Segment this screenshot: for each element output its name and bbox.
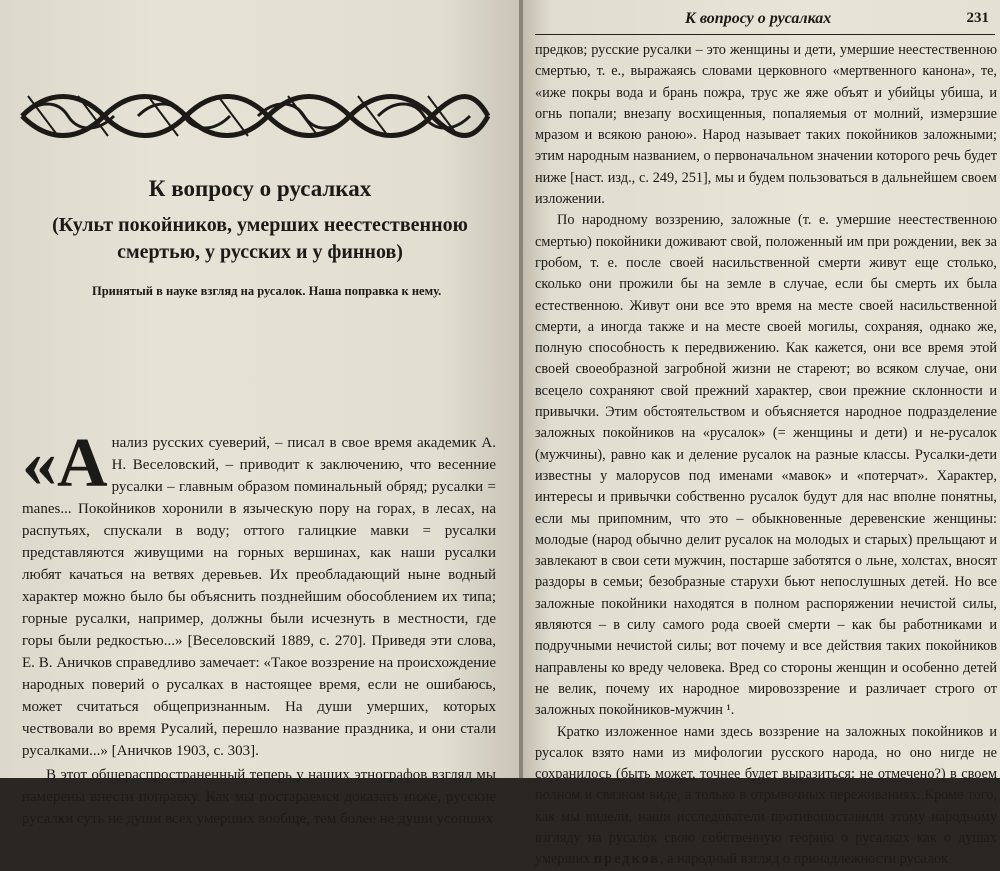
right-page [523, 0, 1000, 868]
paragraph-1: нализ русских суеверий, – писал в свое время академик А. Н. Веселовский, – приводит к заключению, что весенние русалки – главным образом поминальный обряд; русалки = manes... Покойников хоронили в языческую пору на горах, в лесах, на распутьях, спускали в воду; оттого галицкие мавки = русалки представляются живущими на горных вершинах, как наши русалки любят качаться на ветвях деревьев. Их преобладающий ныне водный характер можно было бы объяснить позднейшим обособлением их типа; горные русалки, например, должны были исчезнуть в местности, где горы были редкостью...» [Веселовский 1889, с. 270]. Приведя эти слова, Е. В. Аничков справедливо замечает: «Такое воззрение на происхождение народных поверий о русалках в настоящее время, если не ошибаюсь, может считаться общепризнанным. На души умерших, которых чествовали во время Русалий, перешло название праздника, и они стали русалками...» [Аничков 1903, с. 303]. [22, 435, 496, 759]
left-body-text [22, 425, 496, 830]
right-paragraph-1: предков; русские русалки – это женщины и дети, умершие неестественною смертью, т. е., выражаясь словами церковного «мертвенного канона», те, «иже покры вода и брань пожра, трус же яже объят и убийцы убиша, и огнь попали; внезапу восхищенныя, попаляемыя от молний, измерзшие мразом и всякою раною». Народ называет таких покойников заложными; этим народным названием, о первоначальном значении которого речь будет ниже [наст. изд., с. 249, 251], мы и будем пользоваться в дальнейшем своем изложении. [535, 42, 997, 208]
chapter-title: К вопросу о русалках [148, 176, 372, 201]
left-page [0, 0, 519, 827]
chapter-subtitle: (Культ покойников, умерших неестественною смертью, у русских и у финнов) [52, 214, 468, 263]
epigraph: Принятый в науке взгляд на русалок. Наша поправка к нему. [92, 284, 442, 298]
right-paragraph-2: По народному воззрению, заложные (т. е. умершие неестественною смертью) покойники доживают свой, положенный им при рождении, век за гробом, т. е. после своей насильственной смерти живут еще столько, сколько они прожили бы на земле в случае, если бы смерть их была естественною. Живут они все это время на месте своей насильственной смерти, а иногда также и на месте своей могилы, сохраняя, однако же, полную способность к передвижению. Как кажется, они все время этой своей своеобразной загробной жизни не стареют; во всяком случае, они всецело сохраняют свой прежний характер, свои прежние склонности и привычки. Этим обстоятельством и объясняется народное подразделение заложных покойников на «русалок» (= женщины и дети) и не-русалок (мужчины), равно как и деление русалок на разные классы. Русалки-дети известны у малорусов под именами «мавок» и «потерчат». Характер, интересы и привычки собственно русалок будут для нас вполне понятны, если мы припомним, что это – обыкновенные деревенские женщины: молодые (народ обычно делит русалок на молодых и старых) прельщают и завлекают в свои сети мужчин, постарше заботятся о льне, холстах, вносят раздоры в семьи; безобразные старухи бьют непослушных детей. Но все заложные покойники находятся в полном распоряжении нечистой силы, являются – в силу самого рода своей смерти – как бы работниками и подручными нечистой силы; вот почему и все действия таких покойников направлены ко вреду человека. Вред со стороны женщин и особенно детей не велик, почему их народное мировоззрение и различает строго от заложных покойников-мужчин ¹. [535, 212, 997, 719]
spaced-word: предков [593, 851, 661, 868]
right-body-text [535, 40, 997, 871]
celtic-knot-ornament [18, 86, 492, 146]
running-head-title: К вопросу о русалках [685, 10, 832, 27]
running-header [535, 4, 995, 35]
paragraph-2: В этот общераспространенный теперь у наших этнографов взгляд мы намерены внести поправку. Как мы постараемся доказать ниже, русские русалки суть не души всех умерших вообще, тем более не души усопших [22, 767, 496, 827]
right-paragraph-3-b: , а народный взгляд о принадлежности русалок [660, 851, 948, 868]
page-number: 231 [966, 10, 989, 26]
right-paragraph-3 [535, 722, 997, 871]
dropcap: «А [22, 425, 108, 502]
right-paragraph-3-a: Кратко изложенное нами здесь воззрение на заложных покойников и русалок взято нами из мифологии русского народа, но оно нигде не сохранилось (быть может, точнее будет выразиться: не отмечено?) в своем полном и связном виде, а только в отрывочных переживаниях. Кроме того, как мы видели, наши исследователи противопоставили этому народному взгляду на русалок свою собственную теорию о русалках как о душах умерших [535, 723, 997, 868]
